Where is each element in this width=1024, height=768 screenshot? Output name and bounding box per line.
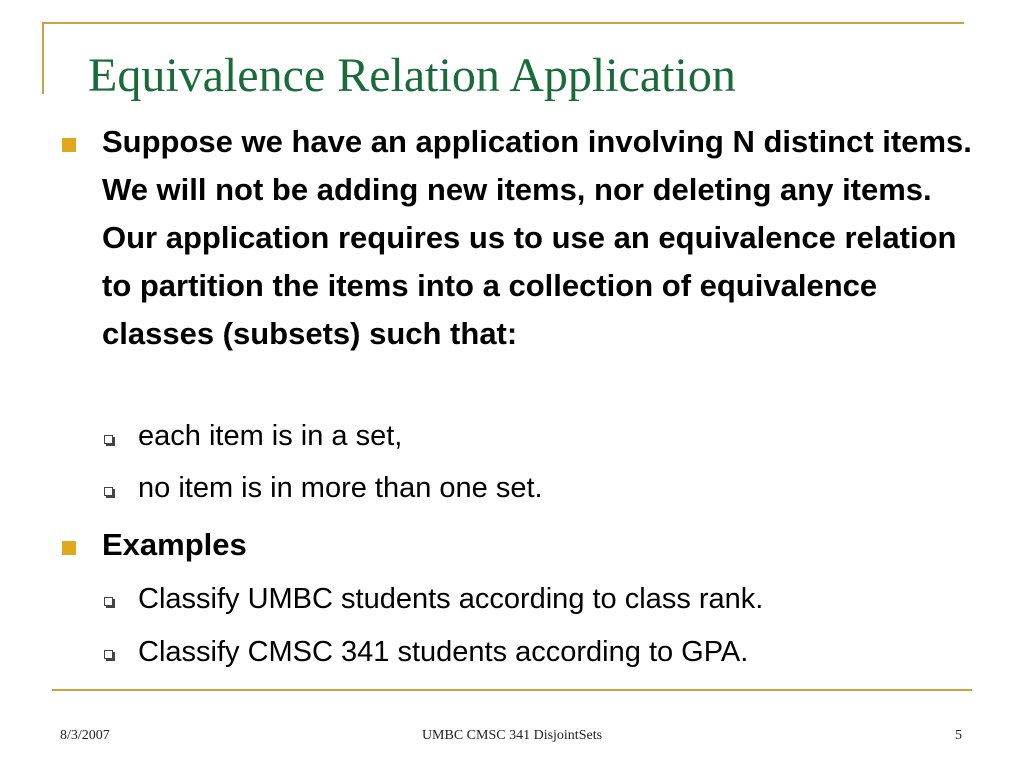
hollow-square-bullet-icon xyxy=(104,435,113,444)
square-bullet-icon xyxy=(62,541,76,555)
left-rule xyxy=(42,22,44,94)
bottom-rule xyxy=(52,689,972,691)
hollow-square-bullet-icon xyxy=(104,650,113,659)
footer-course: UMBC CMSC 341 DisjointSets xyxy=(421,728,603,743)
slide-title: Equivalence Relation Application xyxy=(88,49,736,102)
footer-date: 8/3/2007 xyxy=(60,728,110,743)
sub-bullet-each-item: each item is in a set, xyxy=(138,420,403,452)
top-rule xyxy=(44,22,964,24)
sub-bullet-example-rank: Classify UMBC students according to class rank. xyxy=(138,583,764,615)
bullet-text-intro: Suppose we have an application involving N distinct items. We will not be adding new items, nor deleting any items. Our application requires us to use an equivalence relation to partition the items into a collection of equivalence classes (subsets) such that: xyxy=(102,124,972,351)
bullet-text-examples: Examples xyxy=(102,527,247,562)
hollow-square-bullet-icon xyxy=(104,487,113,496)
page-number: 5 xyxy=(955,728,962,743)
square-bullet-icon xyxy=(62,138,76,152)
sub-bullet-example-gpa: Classify CMSC 341 students according to GPA. xyxy=(138,636,749,668)
hollow-square-bullet-icon xyxy=(104,597,113,606)
sub-bullet-no-item: no item is in more than one set. xyxy=(138,472,543,504)
